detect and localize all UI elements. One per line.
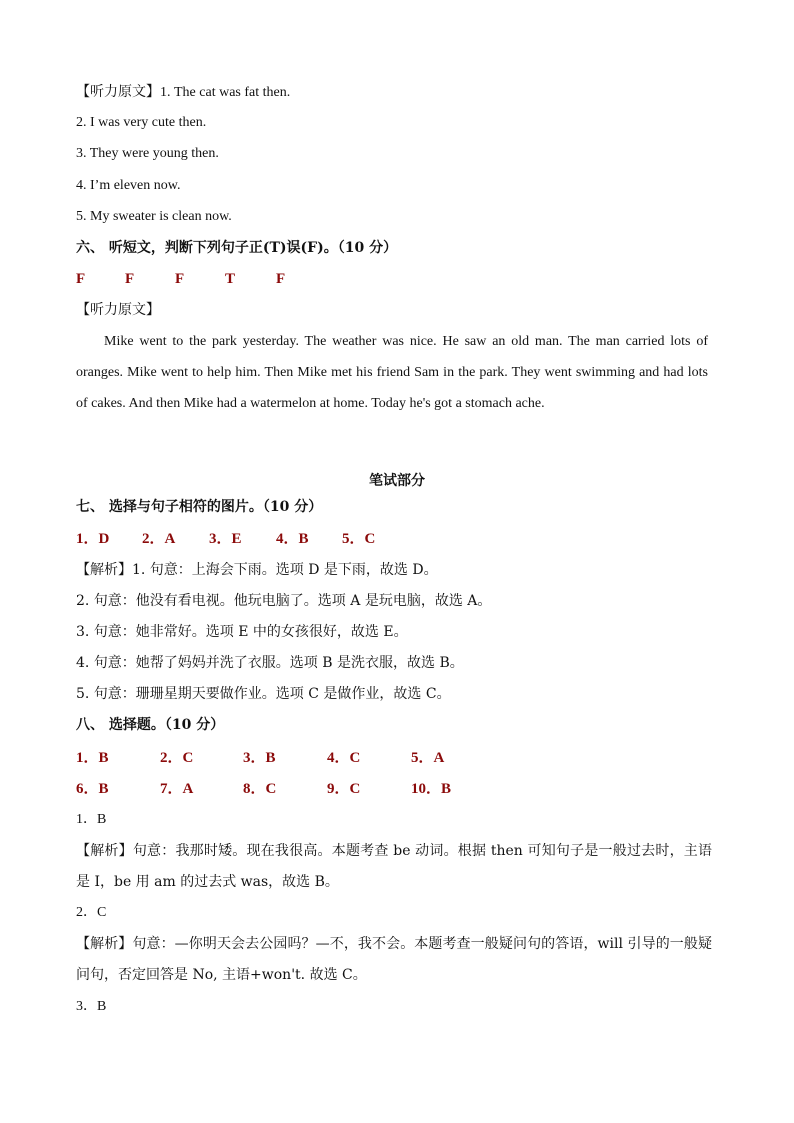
section-7-explanation: 3. 句意：她非常好。选项 E 中的女孩很好，故选 E。 xyxy=(76,624,408,640)
section-6-answer: F xyxy=(175,271,185,287)
transcript-sentence: 5. My sweater is clean now. xyxy=(76,209,232,224)
transcript-sentence: 2. I was very cute then. xyxy=(76,115,207,130)
section-7-explanation: 2. 句意：他没有看电视。他玩电脑了。选项 A 是玩电脑，故选 A。 xyxy=(76,593,492,609)
section-8-answer: 9．C xyxy=(327,781,361,797)
section-7-heading: 七、 选择与句子相符的图片。（10 分） xyxy=(76,499,323,515)
section-8-item-explanation: 【解析】句意：我那时矮。现在我很高。本题考查 be 动词。根据 then 可知句子是一般过去时，主语是 I，be 用 am 的过去式 was，故选 B。 xyxy=(76,843,712,890)
section-8-answer: 8．C xyxy=(243,781,277,797)
section-7-answer: 1．D xyxy=(76,531,110,547)
section-7-explanation: 4. 句意：她帮了妈妈并洗了衣服。选项 B 是洗衣服，故选 B。 xyxy=(76,655,464,671)
section-6-answer: F xyxy=(76,271,86,287)
transcript-sentence: 4. I’m eleven now. xyxy=(76,178,181,193)
section-8-item-explanation: 【解析】句意：—你明天会去公园吗？—不，我不会。本题考查一般疑问句的答语，will 引导的一般疑问句，否定回答是 No, 主语+won't. 故选 C。 xyxy=(76,936,712,983)
transcript-1-line-1 xyxy=(76,82,290,103)
section-8-answer: 7．A xyxy=(160,781,194,797)
section-8-heading: 八、 选择题。（10 分） xyxy=(76,717,225,733)
section-7-explanation: 【解析】1. 句意：上海会下雨。选项 D 是下雨，故选 D。 xyxy=(76,562,438,578)
section-7-explanation: 5. 句意：珊珊星期天要做作业。选项 C 是做作业，故选 C。 xyxy=(76,686,451,702)
section-8-answer: 10．B xyxy=(411,781,452,797)
transcript-sentence: 3. They were young then. xyxy=(76,146,219,161)
section-6-answer: F xyxy=(276,271,286,287)
section-6-heading: 六、 听短文，判断下列句子正(T)误(F)。（10 分） xyxy=(76,240,398,256)
section-8-item-answer: 3．B xyxy=(76,999,107,1014)
transcript-sentence: 1. The cat was fat then. xyxy=(160,85,291,100)
transcript-label: 【听力原文】 xyxy=(76,84,160,100)
written-part-title: 笔试部分 xyxy=(369,473,425,489)
listening-passage: Mike went to the park yesterday. The weather was nice. He saw an old man. The man carried lots of oranges. Mike went to help him. Then Mike met his friend Sam in the park. They went swimming and had lots of cakes. And then Mike had a watermelon at home. Today he's got a stomach ache. xyxy=(76,334,708,411)
section-7-answer: 3．E xyxy=(209,531,242,547)
section-8-answer: 2．C xyxy=(160,750,194,766)
section-7-answer: 5．C xyxy=(342,531,376,547)
section-8-answer: 5．A xyxy=(411,750,445,766)
section-8-item-answer: 2．C xyxy=(76,905,107,920)
section-7-answer: 4．B xyxy=(276,531,309,547)
section-8-answer: 6．B xyxy=(76,781,109,797)
section-8-item-answer: 1．B xyxy=(76,812,107,827)
section-6-answer: T xyxy=(225,271,236,287)
section-8-answer: 3．B xyxy=(243,750,276,766)
transcript-label: 【听力原文】 xyxy=(76,302,160,318)
section-8-answer: 4．C xyxy=(327,750,361,766)
section-7-answer: 2．A xyxy=(142,531,176,547)
section-8-answer: 1．B xyxy=(76,750,109,766)
section-6-answer: F xyxy=(125,271,135,287)
